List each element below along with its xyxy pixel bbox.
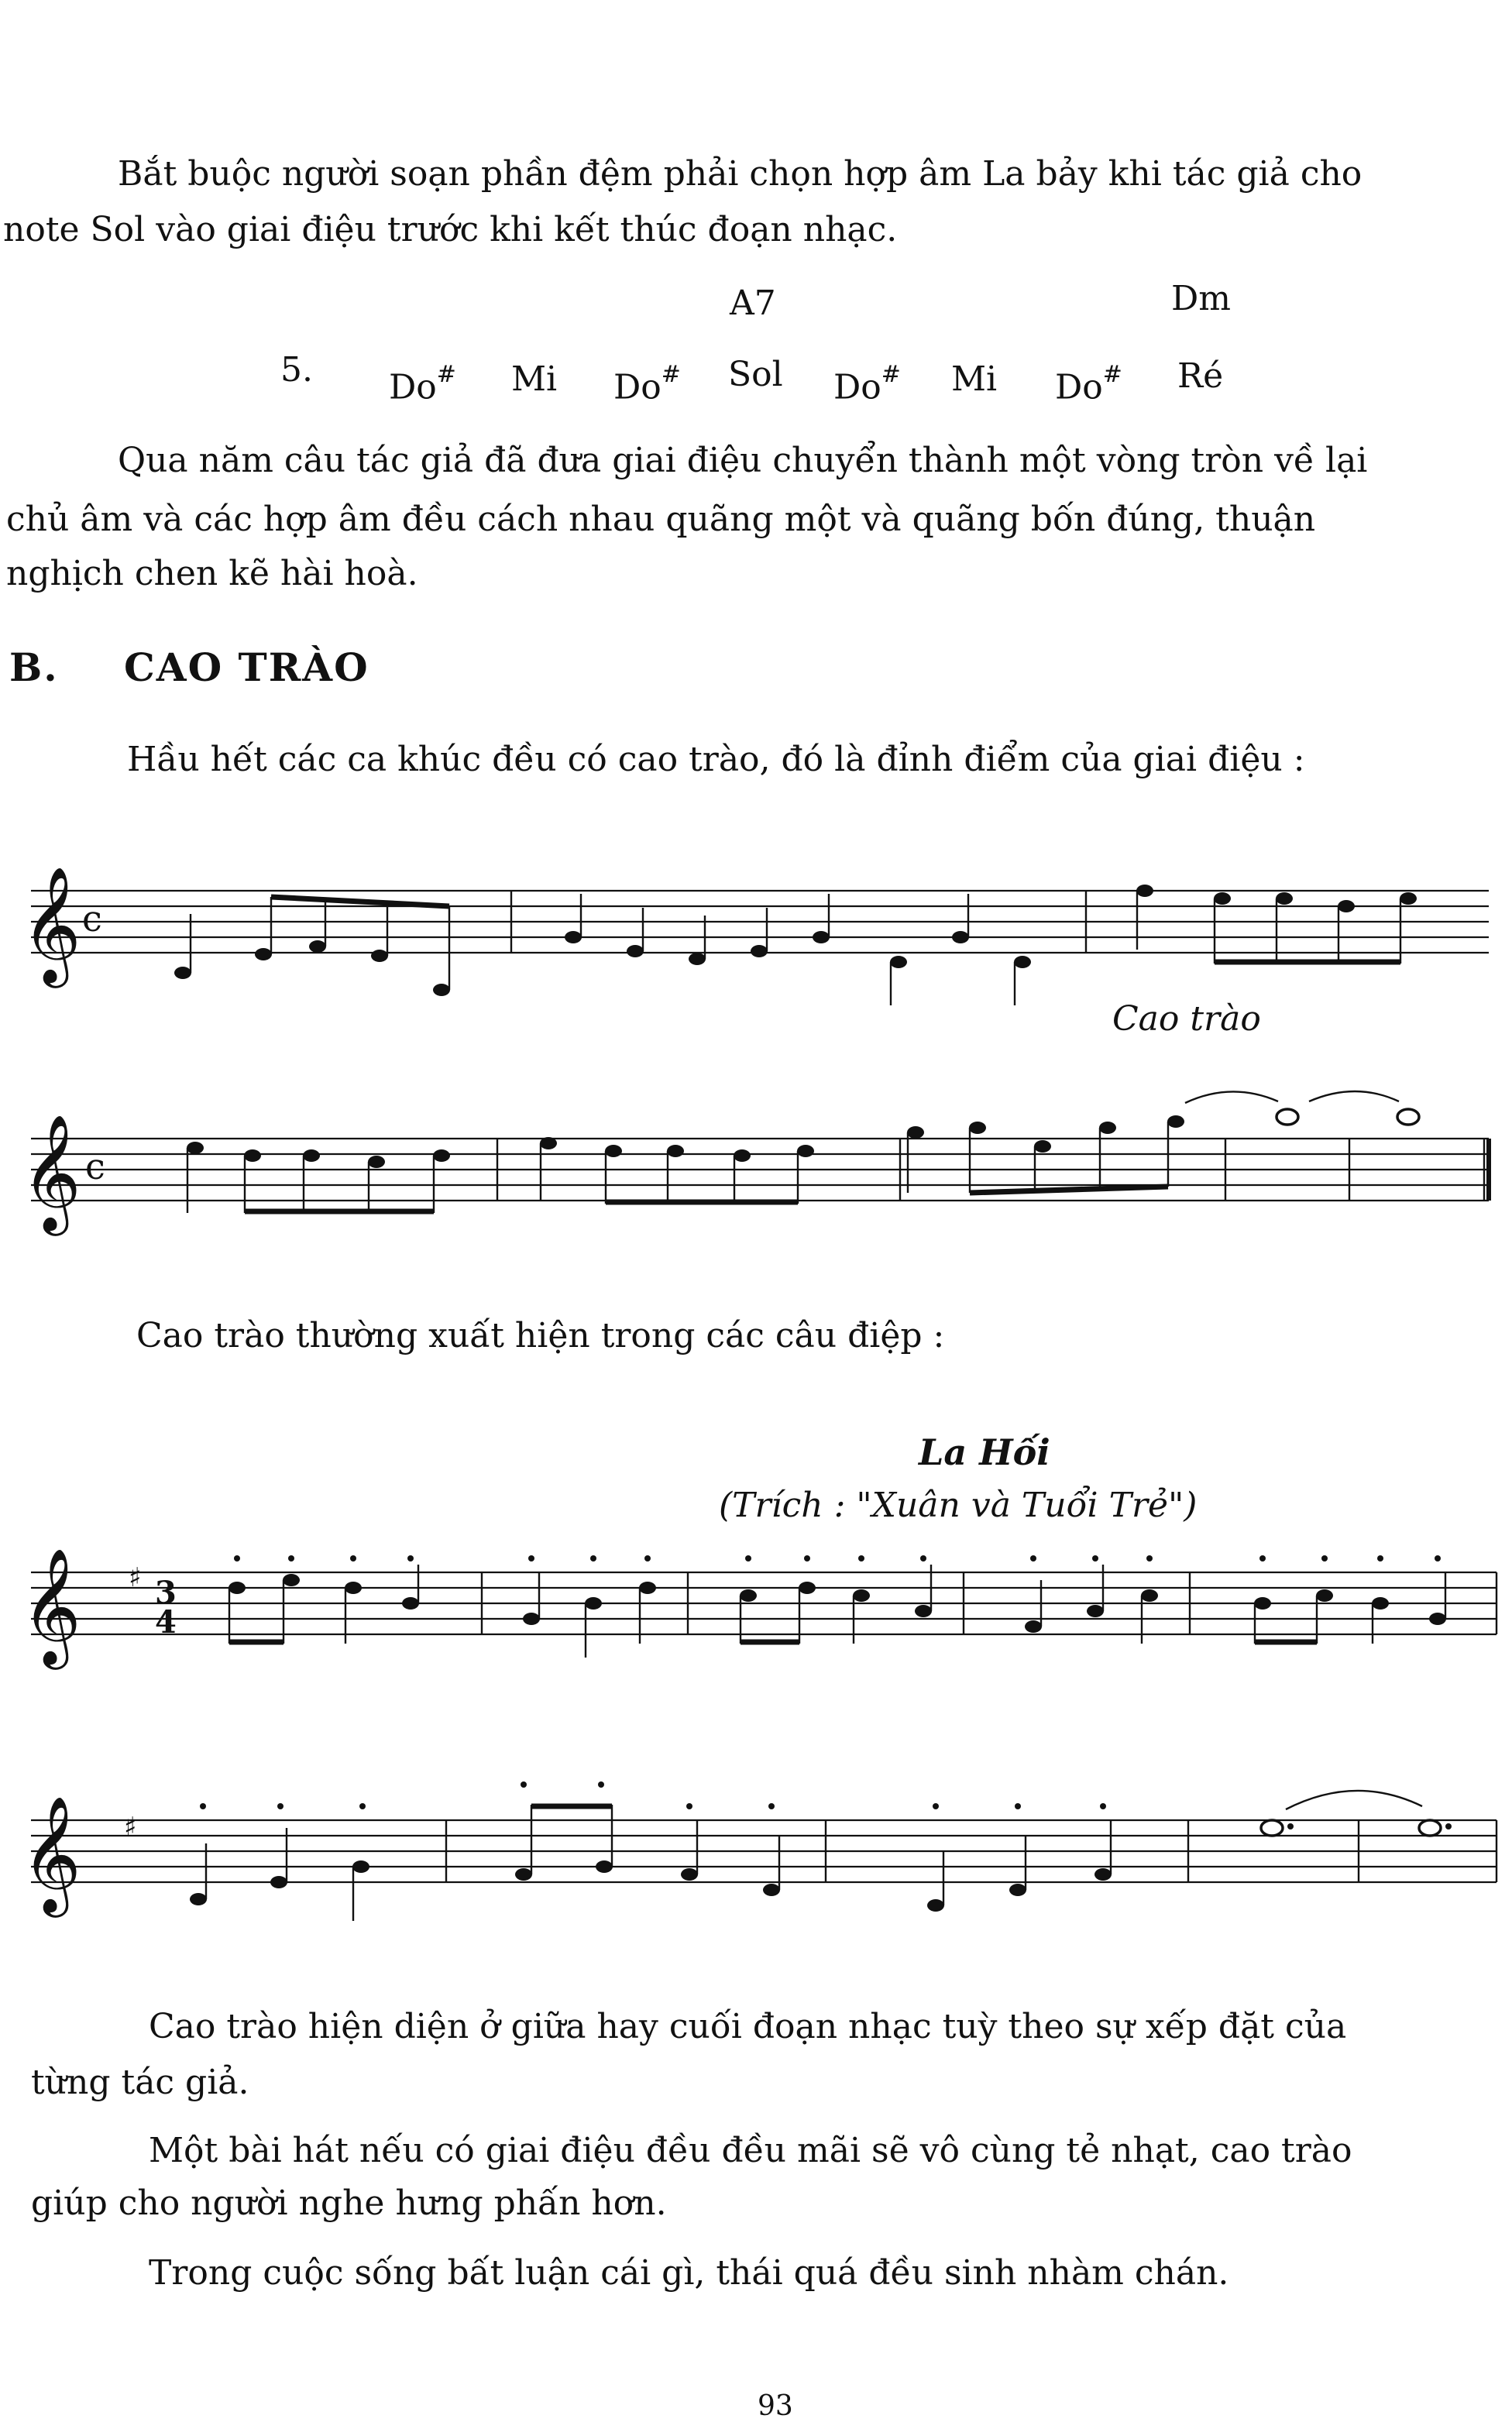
- staff-1: [0, 860, 1512, 1030]
- song-source: (Trích : "Xuân và Tuổi Trẻ"): [719, 1486, 1198, 1525]
- treble-clef-icon: 𝄞: [22, 1113, 81, 1231]
- time-signature-common: c: [82, 898, 102, 940]
- staff-3: [0, 1541, 1512, 1720]
- solfege-do-2: Do#: [613, 361, 681, 407]
- chord-dm: Dm: [1171, 279, 1231, 318]
- time-signature-bottom: 4: [155, 1604, 177, 1641]
- time-signature-top: 3: [155, 1575, 177, 1611]
- solfege-do-1: Do#: [389, 361, 456, 407]
- time-signature-common: c: [85, 1146, 105, 1187]
- solfege-sol: Sol: [728, 355, 783, 394]
- solfege-mi-1: Mi: [511, 359, 558, 399]
- paragraph-2-line-3: nghịch chen kẽ hài hoà.: [6, 554, 418, 593]
- paragraph-2-line-2: chủ âm và các hợp âm đều cách nhau quãng một và quãng bốn đúng, thuận: [6, 500, 1316, 539]
- treble-clef-icon: 𝄞: [22, 1795, 81, 1912]
- solfege-do-4: Do#: [1055, 361, 1122, 407]
- solfege-sequence: [0, 350, 1512, 412]
- climax-label: Cao trào: [1112, 999, 1261, 1039]
- key-signature-sharp-icon: ♯: [129, 1562, 142, 1593]
- treble-clef-icon: 𝄞: [22, 865, 81, 983]
- paragraph-1-line-2: note Sol vào giai điệu trước khi kết thúc đoạn nhạc.: [3, 210, 898, 249]
- paragraph-4: Cao trào thường xuất hiện trong các câu điệp :: [136, 1316, 945, 1355]
- paragraph-5-line-2: từng tác giả.: [31, 2063, 249, 2102]
- key-signature-sharp-icon: ♯: [124, 1812, 137, 1843]
- paragraph-2-line-1: Qua năm câu tác giả đã đưa giai điệu chuyển thành một vòng tròn về lại: [118, 441, 1368, 480]
- chord-a7: A7: [730, 283, 776, 323]
- paragraph-3: Hầu hết các ca khúc đều có cao trào, đó là đỉnh điểm của giai điệu :: [127, 740, 1305, 779]
- sequence-number: 5.: [280, 350, 313, 390]
- paragraph-6-line-2: giúp cho người nghe hưng phấn hơn.: [31, 2183, 667, 2223]
- paragraph-1-line-1: Bắt buộc người soạn phần đệm phải chọn hợp âm La bảy khi tác giả cho: [118, 154, 1363, 194]
- paragraph-5-line-1: Cao trào hiện diện ở giữa hay cuối đoạn nhạc tuỳ theo sự xếp đặt của: [149, 2007, 1347, 2046]
- page-number: 93: [758, 2390, 793, 2422]
- paragraph-6-line-1: Một bài hát nếu có giai điệu đều đều mãi sẽ vô cùng tẻ nhạt, cao trào: [149, 2131, 1352, 2170]
- section-title: CAO TRÀO: [124, 644, 369, 690]
- treble-clef-icon: 𝄞: [22, 1547, 81, 1665]
- staff-4: [0, 1758, 1512, 1944]
- staff-1-notes: [174, 885, 1417, 1005]
- staff-1-lines: [31, 891, 1489, 953]
- paragraph-7: Trong cuộc sống bất luận cái gì, thái quá đều sinh nhàm chán.: [149, 2253, 1229, 2293]
- solfege-do-3: Do#: [833, 361, 901, 407]
- section-letter: B.: [9, 644, 59, 690]
- staff-2: [0, 1084, 1512, 1255]
- solfege-mi-2: Mi: [951, 359, 998, 399]
- song-author: La Hối: [919, 1431, 1050, 1473]
- solfege-re: Ré: [1177, 356, 1224, 396]
